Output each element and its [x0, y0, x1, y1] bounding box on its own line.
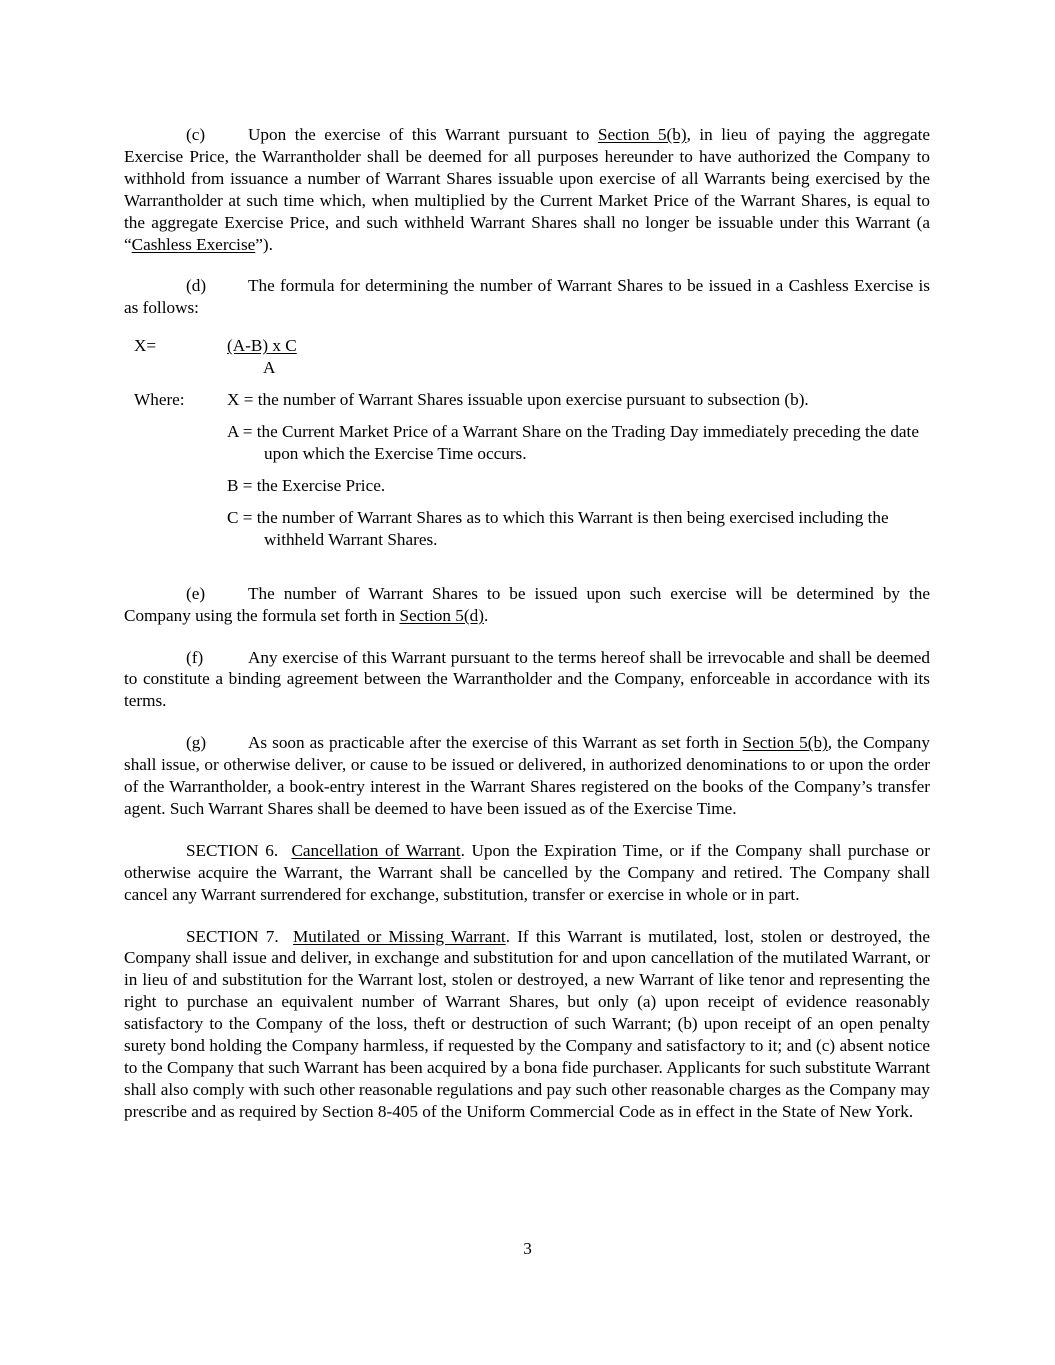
paragraph-label: (d) [186, 276, 207, 296]
section-reference: Section 5(d) [399, 605, 484, 625]
paragraph-label: (f) [186, 647, 204, 667]
paragraph-label: (g) [186, 733, 207, 753]
paragraph-f: (f) Any exercise of this Warrant pursuant to the terms hereof shall be irrevocable and shall be deemed to constitute a binding agreement between the Warrantholder and the Company, enforceable in accordance with its terms. [124, 647, 930, 711]
section-reference: Section 5(b) [597, 125, 687, 144]
definition-c: C = the number of Warrant Shares as to which this Warrant is then being exercised including the withheld Warrant Shares. [227, 507, 889, 549]
section-heading: Cancellation of Warrant [291, 840, 461, 860]
paragraph-d: (d) The formula for determining the number of Warrant Shares to be issued in a Cashless Exercise is as follows: [124, 276, 930, 318]
definition-b: B = the Exercise Price. [227, 475, 386, 495]
section-label: SECTION 7. [186, 926, 279, 946]
where-label: Where: [134, 390, 185, 410]
cashless-formula [124, 335, 930, 381]
section-label: SECTION 6. [186, 840, 279, 860]
paragraph-label: (c) [186, 125, 206, 144]
paragraph-c: (c) Upon the exercise of this Warrant pursuant to Section 5(b), in lieu of paying the aggregate Exercise Price, the Warrantholder shall be deemed for all purposes hereunder to have authorized the Company to withhold from issuance a number of Warrant Shares issuable upon exercise of all Warrants being exercised by the Warrantholder at such time which, when multiplied by the Current Market Price of the Warrant Shares, is equal to the aggregate Exercise Price, and such withheld Warrant Shares shall no longer be issuable under this Warrant (a “Cashless Exercise”). [124, 125, 930, 254]
section-6: SECTION 6. Cancellation of Warrant. Upon the Expiration Time, or if the Company shall purchase or otherwise acquire the Warrant, the Warrant shall be cancelled by the Company and retired. The Company shall cancel any Warrant surrendered for exchange, substitution, transfer or exercise in whole or in part. [124, 840, 931, 904]
formula-numerator: (A-B) x C [227, 336, 297, 356]
paragraph-g: (g) As soon as practicable after the exercise of this Warrant as set forth in Section 5(b), the Company shall issue, or otherwise deliver, or cause to be issued or delivered, in authorized denominations to or upon the order of the Warrantholder, a book-entry interest in the Warrant Shares registered on the books of the Company’s transfer agent. Such Warrant Shares shall be deemed to have been issued as of the Exercise Time. [124, 733, 930, 818]
defined-term: Cashless Exercise [131, 234, 256, 254]
definition-a: A = the Current Market Price of a Warrant Share on the Trading Day immediately preceding the date upon which the Exercise Time occurs. [227, 422, 919, 464]
formula-denominator: A [263, 358, 276, 378]
section-reference: Section 5(b) [742, 733, 828, 753]
section-7: SECTION 7. Mutilated or Missing Warrant. If this Warrant is mutilated, lost, stolen or destroyed, the Company shall issue and deliver, in exchange and substitution for and upon cancellation of the mutilated Warrant, or in lieu of and substitution for the Warrant lost, stolen or destroyed, a new Warrant of like tenor and representing the right to purchase an equivalent number of Warrant Shares, but only (a) upon receipt of evidence reasonably satisfactory to the Company of the loss, theft or destruction of such Warrant; (b) upon receipt of an open penalty surety bond holding the Company harmless, if requested by the Company and satisfactory to it; and (c) absent notice to the Company that such Warrant has been acquired by a bona fide purchaser. Applicants for such substitute Warrant shall also comply with such other reasonable regulations and pay such other reasonable charges as the Company may prescribe and as required by Section 8-405 of the Uniform Commercial Code as in effect in the State of New York. [124, 926, 931, 1121]
document-page [124, 124, 930, 1143]
paragraph-e: (e) The number of Warrant Shares to be issued upon such exercise will be determined by the Company using the formula set forth in Section 5(d). [124, 583, 930, 625]
section-heading: Mutilated or Missing Warrant [293, 926, 506, 946]
formula-definitions [124, 389, 930, 550]
page-number: 3 [523, 1239, 532, 1258]
paragraph-label: (e) [186, 583, 206, 603]
formula-lhs: X= [134, 336, 157, 356]
definition-x: X = the number of Warrant Shares issuable upon exercise pursuant to subsection (b). [227, 390, 809, 410]
